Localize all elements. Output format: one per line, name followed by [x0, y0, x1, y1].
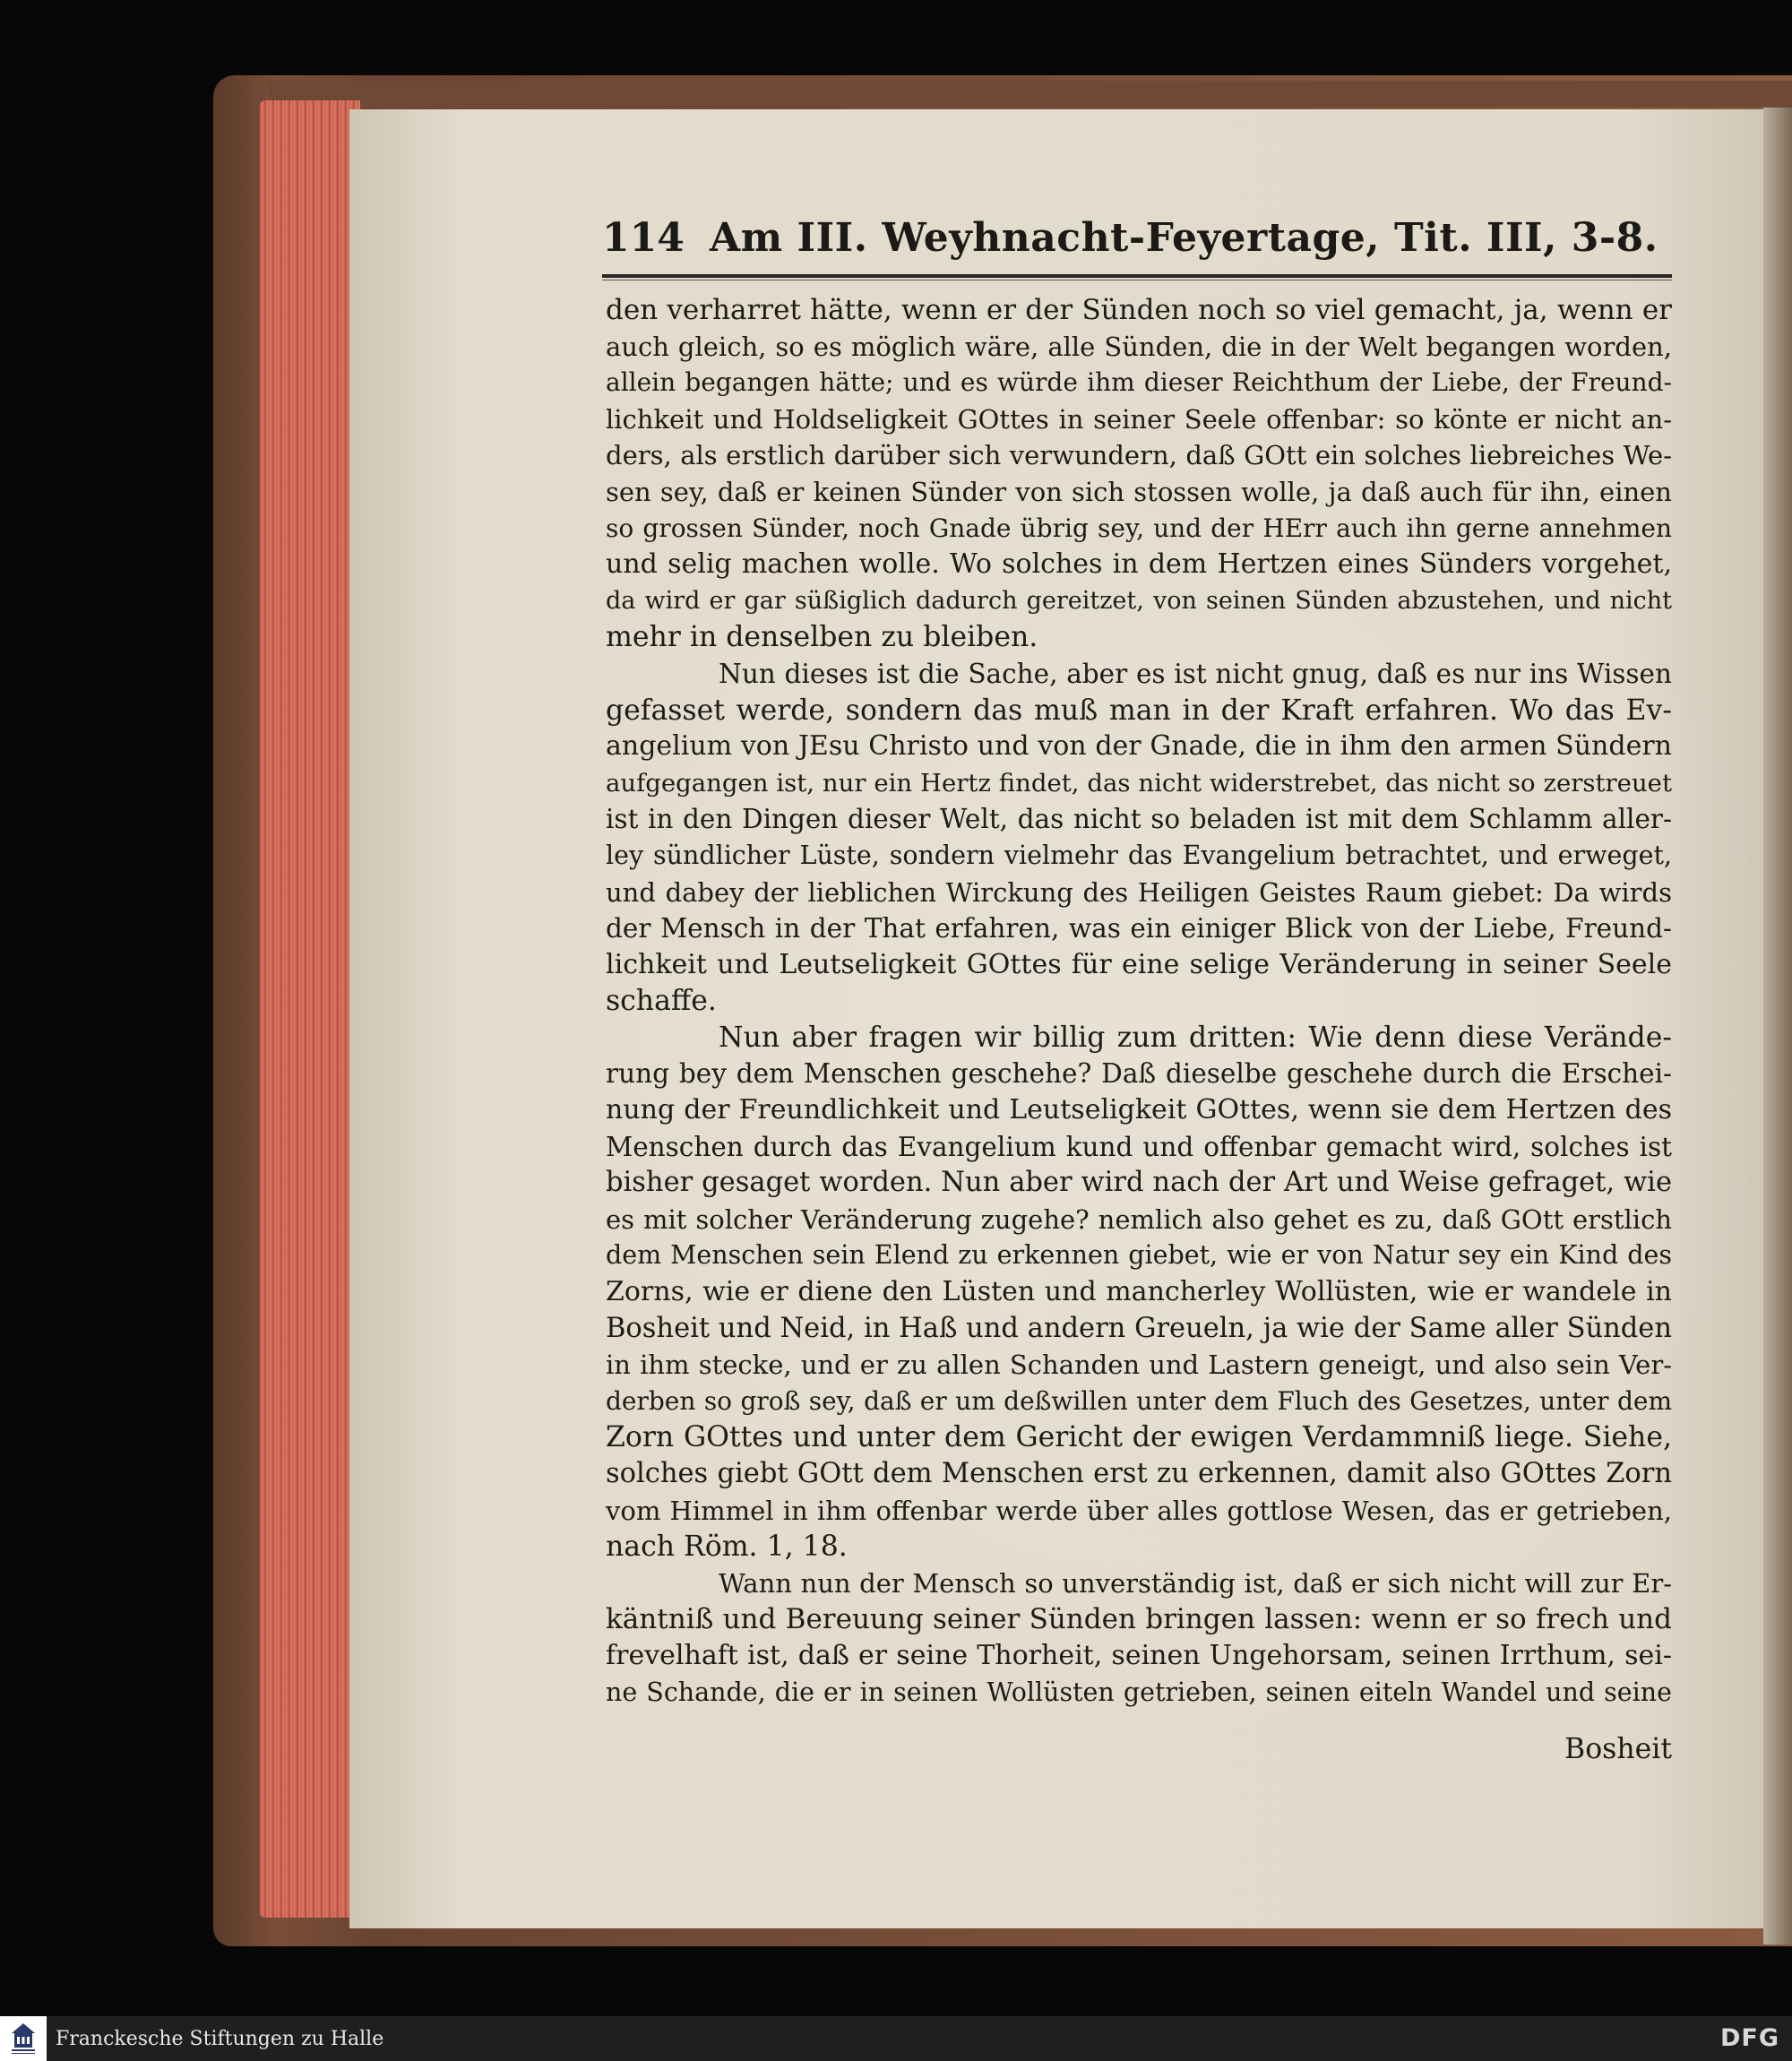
text-line: ley sündlicher Lüste, sondern vielmehr das Evangelium betrachtet, und erweget,	[606, 840, 1672, 870]
building-icon	[8, 2021, 39, 2057]
text-line: da wird er gar süßiglich dadurch gereitzet, von seinen Sünden abzustehen, und nicht	[606, 586, 1672, 615]
text-line: derben so groß sey, daß er um deßwillen unter dem Fluch des Gesetzes, unter dem	[606, 1385, 1672, 1416]
text-line: frevelhaft ist, daß er seine Thorheit, seinen Ungehorsam, seinen Irrthum, sei-	[606, 1639, 1672, 1671]
text-line: so grossen Sünder, noch Gnade übrig sey, und der HErr auch ihn gerne annehmen	[606, 513, 1672, 543]
page-number: 114	[602, 215, 685, 261]
text-line: auch gleich, so es möglich wäre, alle Sünden, die in der Welt begangen worden,	[606, 331, 1672, 362]
text-line: aufgegangen ist, nur ein Hertz findet, das nicht widerstrebet, das nicht so zerstreuet	[606, 768, 1672, 798]
running-title: Am III. Weyhnacht-Feyertage, Tit. III, 3-8.	[710, 215, 1658, 261]
text-line: Zorns, wie er diene den Lüsten und mancherley Wollüsten, wie er wandele in	[606, 1276, 1672, 1308]
catchword: Bosheit	[1564, 1733, 1672, 1765]
text-line: dem Menschen sein Elend zu erkennen giebet, wie er von Natur sey ein Kind des	[606, 1240, 1672, 1271]
text-line: in ihm stecke, und er zu allen Schanden und Lastern geneigt, und also sein Ver-	[606, 1350, 1672, 1381]
text-line: lichkeit und Holdseligkeit GOttes in seiner Seele offenbar: so könte er nicht an-	[606, 403, 1672, 435]
text-line: und dabey der lieblichen Wirckung des Heiligen Geistes Raum giebet: Da wirds	[606, 876, 1672, 908]
text-line: Nun dieses ist die Sache, aber es ist nicht gnug, daß es nur ins Wissen	[719, 658, 1672, 689]
institution-name[interactable]: Franckesche Stiftungen zu Halle	[56, 2027, 384, 2050]
dfg-logo[interactable]: DFG	[1719, 2024, 1779, 2052]
text-line: schaffe.	[606, 985, 717, 1018]
book-cover-top-edge	[269, 81, 1792, 108]
text-line: solches giebt GOtt dem Menschen erst zu erkennen, damit also GOttes Zorn	[606, 1458, 1672, 1489]
text-line: Bosheit und Neid, in Haß und andern Greueln, ja wie der Same aller Sünden	[606, 1312, 1672, 1344]
text-line: bisher gesaget worden. Nun aber wird nach der Art und Weise gefraget, wie	[606, 1167, 1672, 1199]
text-line: Nun aber fragen wir billig zum dritten: Wie denn diese Verände-	[719, 1021, 1672, 1054]
book-gutter	[1763, 108, 1792, 1945]
text-line: es mit solcher Veränderung zugehe? nemlich also gehet es zu, daß GOtt erstlich	[606, 1203, 1672, 1235]
text-line: Zorn GOttes und unter dem Gericht der ewigen Verdammniß liege. Siehe,	[606, 1421, 1672, 1454]
text-line: Wann nun der Mensch so unverständig ist, daß er sich nicht will zur Er-	[719, 1567, 1672, 1599]
text-line: rung bey dem Menschen geschehe? Daß dieselbe geschehe durch die Erschei-	[606, 1058, 1672, 1090]
text-line: ist in den Dingen dieser Welt, das nicht so beladen ist mit dem Schlamm aller-	[606, 804, 1672, 835]
institution-logo[interactable]	[0, 2016, 47, 2061]
text-line: Menschen durch das Evangelium kund und offenbar gemacht wird, solches ist	[606, 1131, 1672, 1162]
text-line: ders, als erstlich darüber sich verwundern, daß GOtt ein solches liebreiches We-	[606, 440, 1672, 471]
text-line: lichkeit und Leutseligkeit GOttes für eine selige Veränderung in seiner Seele	[606, 948, 1672, 980]
footer-bar	[0, 2016, 1792, 2061]
text-line: vom Himmel in ihm offenbar werde über alles gottlose Wesen, das er getrieben,	[606, 1495, 1672, 1526]
text-line: allein begangen hätte; und es würde ihm dieser Reichthum der Liebe, der Freund-	[606, 367, 1672, 398]
text-line: der Mensch in der That erfahren, was ein einiger Blick von der Liebe, Freund-	[606, 913, 1672, 944]
text-line: mehr in denselben zu bleiben.	[606, 621, 1038, 654]
text-line: sen sey, daß er keinen Sünder von sich stossen wolle, ja daß auch für ihn, einen	[606, 476, 1672, 507]
header-rule	[602, 274, 1672, 278]
text-line: nach Röm. 1, 18.	[606, 1531, 848, 1564]
text-line: den verharret hätte, wenn er der Sünden noch so viel gemacht, ja, wenn er	[606, 294, 1672, 326]
text-line: käntniß und Bereuung seiner Sünden bringen lassen: wenn er so frech und	[606, 1603, 1672, 1636]
page-body	[606, 292, 1672, 1711]
text-line: und selig machen wolle. Wo solches in dem Hertzen eines Sünders vorgehet,	[606, 548, 1672, 581]
text-line: ne Schande, die er in seinen Wollüsten getrieben, seinen eiteln Wandel und seine	[606, 1677, 1672, 1707]
page-header	[602, 215, 1672, 272]
text-line: nung der Freundlichkeit und Leutseligkeit GOttes, wenn sie dem Hertzen des	[606, 1094, 1672, 1126]
page-edges	[260, 100, 360, 1918]
text-line: angelium von JEsu Christo und von der Gnade, die in ihm den armen Sündern	[606, 730, 1672, 763]
text-line: gefasset werde, sondern das muß man in der Kraft erfahren. Wo das Ev-	[606, 694, 1672, 727]
